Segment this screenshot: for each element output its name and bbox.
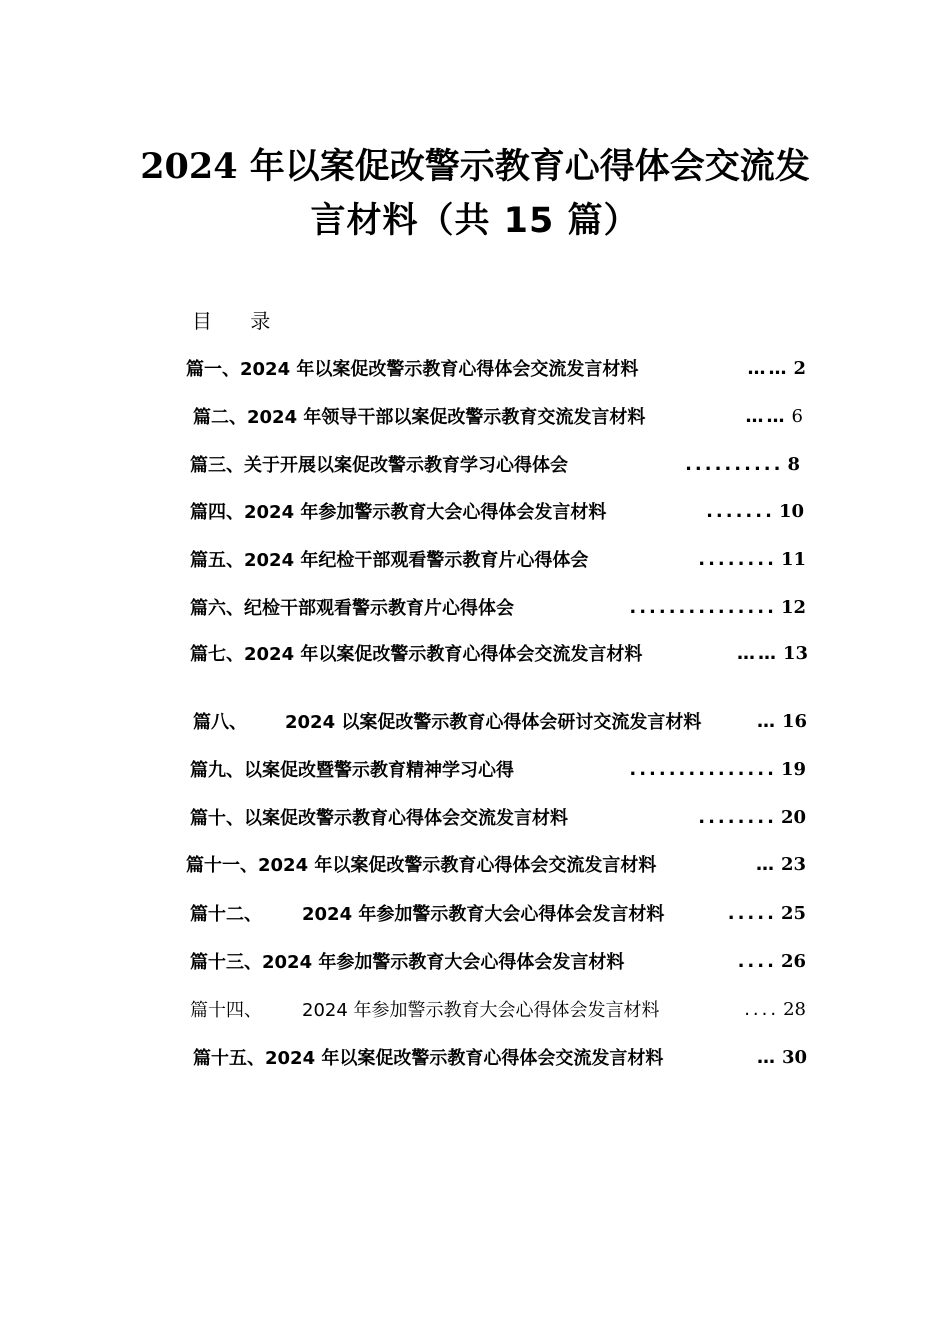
toc-entry-6[interactable] [190,592,806,622]
toc-entry-page: 23 [780,853,806,875]
title-line-2: 言材料（共 15 篇） [310,201,640,241]
toc-entry-leader: … [756,710,778,732]
toc-entry-label: 篇七、2024 年以案促改警示教育心得体会交流发言材料 [190,644,643,665]
toc-entry-page: 8 [787,453,800,475]
toc-entry-15[interactable] [193,1042,807,1072]
toc-entry-page: 2 [793,357,806,379]
toc-entry-label-title: 2024 年参加警示教育大会心得体会发言材料 [302,1000,660,1021]
toc-entry-label-title: 2024 以案促改警示教育心得体会研讨交流发言材料 [285,712,702,733]
toc-entry-10[interactable] [190,802,806,832]
toc-entry-label: 篇十二、 [190,904,262,925]
toc-entry-13[interactable] [190,946,806,976]
toc-entry-label: 篇十三、2024 年参加警示教育大会心得体会发言材料 [190,952,625,973]
toc-entry-14[interactable] [190,994,806,1024]
toc-entry-label: 篇四、2024 年参加警示教育大会心得体会发言材料 [190,502,607,523]
toc-entry-2[interactable] [193,401,803,431]
toc-entry-page: 26 [780,950,806,972]
toc-entry-3[interactable] [190,449,800,479]
toc-entry-7[interactable] [190,638,808,668]
toc-entry-page: 19 [780,758,806,780]
toc-entry-page: 25 [780,902,806,924]
toc-entry-page: 11 [780,548,806,570]
title-line-1: 2024 年以案促改警示教育心得体会交流发 [140,146,810,187]
toc-entry-label: 篇五、2024 年纪检干部观看警示教育片心得体会 [190,550,589,571]
toc-entry-leader: ....... [706,500,775,522]
toc-heading: 目 录 [192,309,287,333]
toc-entry-12[interactable] [190,898,806,928]
toc-entry-label: 篇二、2024 年领导干部以案促改警示教育交流发言材料 [193,407,646,428]
toc-entry-11[interactable] [186,849,806,879]
toc-entry-leader: ............... [629,596,777,618]
toc-entry-leader: ........ [698,548,777,570]
toc-entry-leader: … [755,853,777,875]
toc-entry-label: 篇九、以案促改暨警示教育精神学习心得 [190,760,514,781]
toc-entry-8[interactable] [193,706,807,736]
toc-entry-label-title: 2024 年参加警示教育大会心得体会发言材料 [302,904,665,925]
toc-entry-label: 篇十、以案促改警示教育心得体会交流发言材料 [190,808,568,829]
toc-entry-leader: .......... [685,453,784,475]
toc-entry-leader: .... [737,950,777,972]
toc-entry-1[interactable] [186,353,806,383]
toc-entry-9[interactable] [190,754,806,784]
toc-entry-5[interactable] [190,544,806,574]
toc-entry-leader: ..... [727,902,777,924]
toc-entry-label: 篇六、纪检干部观看警示教育片心得体会 [190,598,514,619]
toc-entry-leader: …… [736,642,779,664]
toc-entry-label: 篇一、2024 年以案促改警示教育心得体会交流发言材料 [186,359,639,380]
toc-entry-leader: …… [745,405,788,427]
toc-entry-page: 30 [781,1046,807,1068]
toc-entry-leader: ............... [629,758,777,780]
toc-entry-page: 16 [781,710,807,732]
toc-entry-page: 10 [778,500,804,522]
toc-entry-label: 篇八、 [193,712,247,733]
toc-entry-page: 20 [780,806,806,828]
toc-entry-leader: … [756,1046,778,1068]
toc-entry-label: 篇三、关于开展以案促改警示教育学习心得体会 [190,455,568,476]
toc-entry-page: 12 [780,596,806,618]
toc-entry-4[interactable] [190,496,804,526]
toc-entry-leader: …… [747,357,790,379]
toc-entry-label: 篇十五、2024 年以案促改警示教育心得体会交流发言材料 [193,1048,664,1069]
toc-entry-leader: .... [744,998,780,1020]
toc-entry-page: 13 [782,642,808,664]
toc-entry-label: 篇十一、2024 年以案促改警示教育心得体会交流发言材料 [186,855,657,876]
toc-entry-leader: ........ [698,806,777,828]
toc-entry-page: 6 [791,405,803,427]
toc-entry-page: 28 [783,998,806,1020]
toc-entry-label: 篇十四、 [190,1000,262,1021]
